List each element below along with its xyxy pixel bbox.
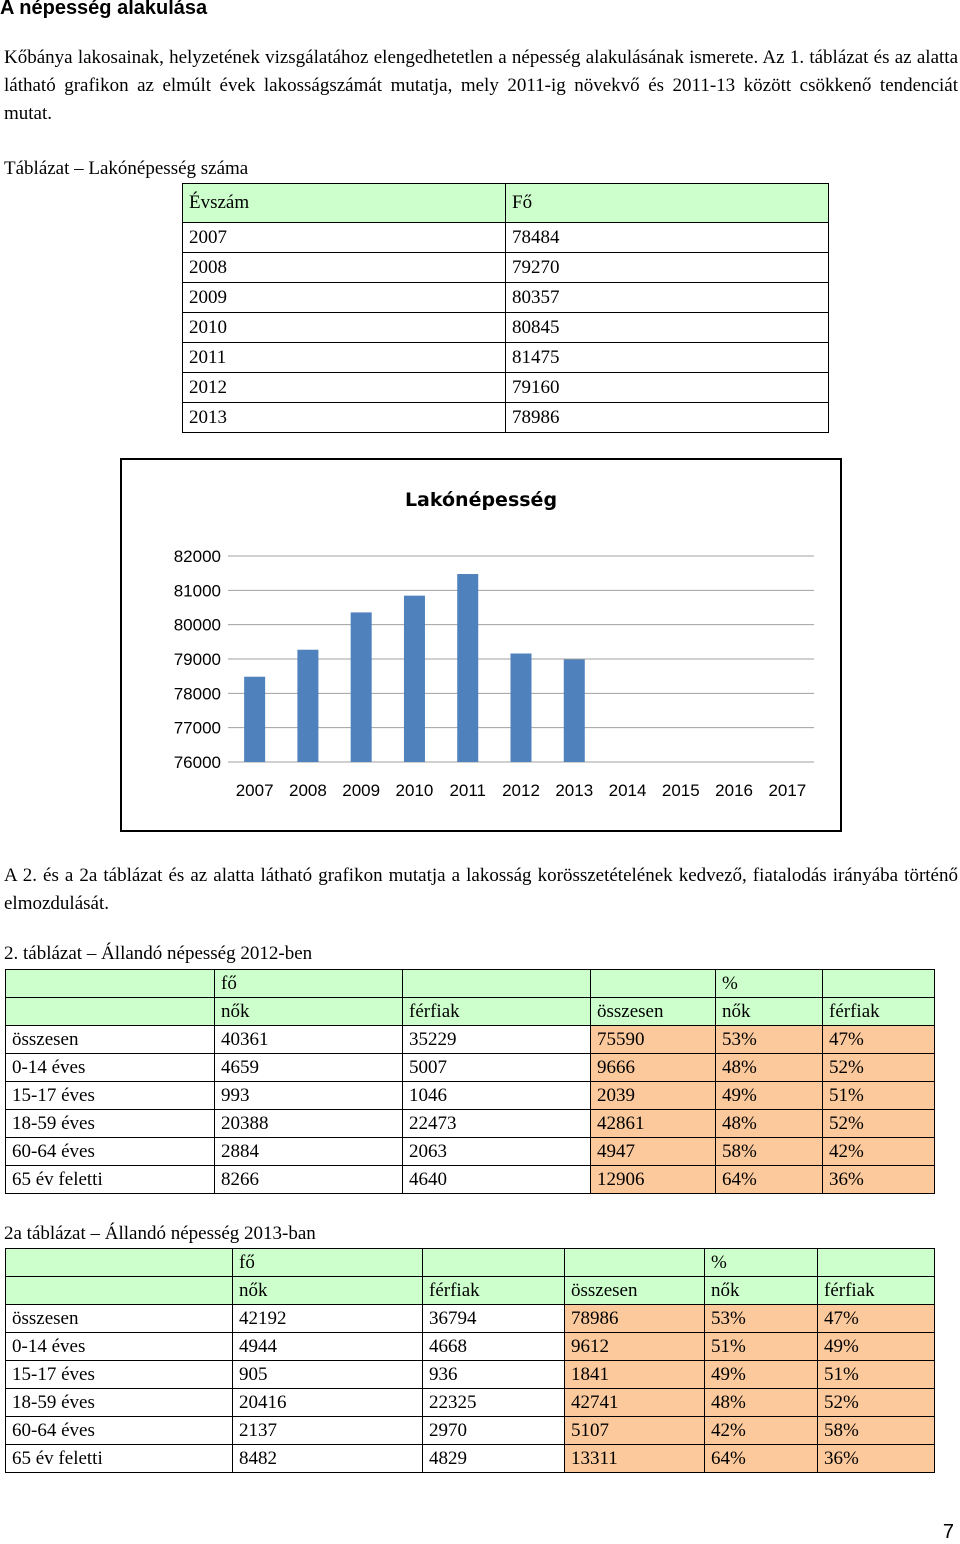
value-cell: 51%: [818, 1361, 935, 1389]
value-cell: 48%: [716, 1054, 823, 1082]
sub-header: férfiak: [423, 1277, 565, 1305]
sub-header: nők: [233, 1277, 423, 1305]
x-tick-label: 2008: [288, 781, 327, 800]
sub-header: nők: [215, 998, 403, 1026]
value-cell: 9612: [565, 1333, 705, 1361]
table-row: [6, 1138, 935, 1166]
year-cell: 2012: [183, 373, 506, 403]
table-row: [183, 373, 829, 403]
value-cell: 78986: [565, 1305, 705, 1333]
value-cell: 49%: [705, 1361, 818, 1389]
table-row: [6, 1417, 935, 1445]
age-group-cell: 0-14 éves: [6, 1333, 233, 1361]
value-cell: 58%: [818, 1417, 935, 1445]
bar: [511, 654, 532, 762]
sub-header: férfiak: [823, 998, 935, 1026]
value-cell: 2884: [215, 1138, 403, 1166]
value-cell: 49%: [818, 1333, 935, 1361]
group-header-percent: %: [716, 970, 823, 998]
age-group-cell: 15-17 éves: [6, 1361, 233, 1389]
count-cell: 79160: [506, 373, 829, 403]
value-cell: 20388: [215, 1110, 403, 1138]
group-header-percent: %: [705, 1249, 818, 1277]
count-cell: 78986: [506, 403, 829, 433]
y-tick-label: 79000: [173, 650, 221, 669]
table-row: [183, 343, 829, 373]
table-row: [6, 1361, 935, 1389]
value-cell: 52%: [823, 1054, 935, 1082]
value-cell: 12906: [591, 1166, 716, 1194]
age-table-2013: [5, 1248, 935, 1473]
sub-header: férfiak: [403, 998, 591, 1026]
middle-paragraph: A 2. és a 2a táblázat és az alatta látható grafikon mutatja a lakosság korösszetételének kedvező, fiatalodás irányába történő elmozdulását.: [4, 865, 958, 914]
table-row: [6, 1082, 935, 1110]
value-cell: 42741: [565, 1389, 705, 1417]
table-row: [6, 1305, 935, 1333]
table-row: [6, 1166, 935, 1194]
year-cell: 2007: [183, 223, 506, 253]
value-cell: 2063: [403, 1138, 591, 1166]
value-cell: 993: [215, 1082, 403, 1110]
value-cell: 5007: [403, 1054, 591, 1082]
x-tick-label: 2010: [395, 781, 434, 800]
value-cell: 1841: [565, 1361, 705, 1389]
table-row: [183, 313, 829, 343]
value-cell: 8266: [215, 1166, 403, 1194]
value-cell: 2039: [591, 1082, 716, 1110]
value-cell: 905: [233, 1361, 423, 1389]
value-cell: 4659: [215, 1054, 403, 1082]
y-tick-label: 82000: [173, 547, 221, 566]
value-cell: 2970: [423, 1417, 565, 1445]
group-header-count: fő: [233, 1249, 423, 1277]
value-cell: 52%: [823, 1110, 935, 1138]
value-cell: 75590: [591, 1026, 716, 1054]
count-cell: 81475: [506, 343, 829, 373]
sub-header: nők: [705, 1277, 818, 1305]
age-group-cell: 65 év feletti: [6, 1166, 215, 1194]
value-cell: 4640: [403, 1166, 591, 1194]
sub-header: összesen: [565, 1277, 705, 1305]
value-cell: 40361: [215, 1026, 403, 1054]
value-cell: 52%: [818, 1389, 935, 1417]
chart-title: Lakónépesség: [404, 489, 558, 511]
age-group-cell: összesen: [6, 1305, 233, 1333]
table2-body: [6, 1026, 935, 1194]
y-tick-label: 81000: [173, 581, 221, 601]
value-cell: 64%: [716, 1166, 823, 1194]
table-row: [183, 283, 829, 313]
age-group-cell: 18-59 éves: [6, 1110, 215, 1138]
section-heading: A népesség alakulása: [0, 0, 208, 19]
value-cell: 2137: [233, 1417, 423, 1445]
x-tick-label: 2012: [502, 781, 540, 800]
value-cell: 36%: [823, 1166, 935, 1194]
age-group-cell: 18-59 éves: [6, 1389, 233, 1417]
value-cell: 22325: [423, 1389, 565, 1417]
value-cell: 9666: [591, 1054, 716, 1082]
x-tick-label: 2011: [449, 781, 487, 800]
age-table-2012: [5, 969, 935, 1194]
value-cell: 20416: [233, 1389, 423, 1417]
x-tick-label: 2009: [342, 781, 381, 800]
bar: [457, 574, 478, 762]
x-tick-label: 2007: [235, 781, 274, 800]
value-cell: 4944: [233, 1333, 423, 1361]
age-group-cell: 60-64 éves: [6, 1417, 233, 1445]
population-chart: [120, 458, 842, 832]
table-row: [6, 1110, 935, 1138]
value-cell: 42%: [705, 1417, 818, 1445]
count-cell: 78484: [506, 223, 829, 253]
bar: [351, 612, 372, 762]
table2-caption: 2. táblázat – Állandó népesség 2012-ben: [4, 943, 313, 964]
year-cell: 2008: [183, 253, 506, 283]
bar: [297, 650, 318, 762]
year-cell: 2013: [183, 403, 506, 433]
value-cell: 4947: [591, 1138, 716, 1166]
x-tick-label: 2015: [661, 781, 700, 800]
count-cell: 80845: [506, 313, 829, 343]
table-header-row: [183, 184, 829, 223]
age-group-cell: 60-64 éves: [6, 1138, 215, 1166]
sub-header-row: [6, 998, 935, 1026]
value-cell: 936: [423, 1361, 565, 1389]
year-cell: 2010: [183, 313, 506, 343]
y-tick-label: 78000: [173, 684, 221, 704]
table-row: [6, 1054, 935, 1082]
value-cell: 49%: [716, 1082, 823, 1110]
table1-caption: Táblázat – Lakónépesség száma: [4, 158, 249, 179]
group-header-row: [6, 1249, 935, 1277]
age-group-cell: 65 év feletti: [6, 1445, 233, 1473]
age-group-cell: összesen: [6, 1026, 215, 1054]
x-tick-label: 2017: [768, 781, 807, 800]
y-tick-label: 76000: [173, 753, 221, 772]
group-header-count: fő: [215, 970, 403, 998]
bar: [564, 659, 585, 762]
value-cell: 51%: [823, 1082, 935, 1110]
value-cell: 36%: [818, 1445, 935, 1473]
intro-paragraph: Kőbánya lakosainak, helyzetének vizsgálatához elengedhetetlen a népesség alakulásának ismerete. Az 1. táblázat és az alatta látható grafikon az elmúlt évek lakosságszámát mutatja, mely 2011-ig növekvő és 2011-13 között csökkenő tendenciát mutat.: [4, 47, 958, 124]
bar: [244, 677, 265, 762]
group-header-row: [6, 970, 935, 998]
value-cell: 8482: [233, 1445, 423, 1473]
y-tick-label: 80000: [173, 615, 221, 635]
value-cell: 4668: [423, 1333, 565, 1361]
year-cell: 2009: [183, 283, 506, 313]
table-row: [6, 1389, 935, 1417]
value-cell: 53%: [705, 1305, 818, 1333]
page-number: 7: [942, 1521, 954, 1543]
table-row: [183, 223, 829, 253]
sub-header: nők: [716, 998, 823, 1026]
value-cell: 35229: [403, 1026, 591, 1054]
table-row: [183, 403, 829, 433]
count-cell: 79270: [506, 253, 829, 283]
value-cell: 58%: [716, 1138, 823, 1166]
age-group-cell: 15-17 éves: [6, 1082, 215, 1110]
bar: [404, 596, 425, 762]
table3-caption: 2a táblázat – Állandó népesség 2013-ban: [4, 1223, 316, 1244]
x-tick-label: 2013: [555, 781, 594, 800]
value-cell: 53%: [716, 1026, 823, 1054]
value-cell: 4829: [423, 1445, 565, 1473]
value-cell: 36794: [423, 1305, 565, 1333]
table-row: [6, 1333, 935, 1361]
x-tick-label: 2016: [715, 781, 754, 800]
x-tick-label: 2014: [608, 781, 647, 800]
value-cell: 48%: [705, 1389, 818, 1417]
table-row: [6, 1026, 935, 1054]
value-cell: 47%: [823, 1026, 935, 1054]
value-cell: 42861: [591, 1110, 716, 1138]
value-cell: 47%: [818, 1305, 935, 1333]
table-row: [183, 253, 829, 283]
table3-body: [6, 1305, 935, 1473]
sub-header-row: [6, 1277, 935, 1305]
chart-canvas: [122, 460, 840, 830]
value-cell: 13311: [565, 1445, 705, 1473]
year-cell: 2011: [183, 343, 506, 373]
value-cell: 51%: [705, 1333, 818, 1361]
count-cell: 80357: [506, 283, 829, 313]
sub-header: összesen: [591, 998, 716, 1026]
value-cell: 42192: [233, 1305, 423, 1333]
header-year: Évszám: [183, 184, 506, 223]
sub-header: férfiak: [818, 1277, 935, 1305]
value-cell: 42%: [823, 1138, 935, 1166]
age-group-cell: 0-14 éves: [6, 1054, 215, 1082]
header-count: Fő: [506, 184, 829, 223]
value-cell: 48%: [716, 1110, 823, 1138]
value-cell: 22473: [403, 1110, 591, 1138]
value-cell: 5107: [565, 1417, 705, 1445]
value-cell: 64%: [705, 1445, 818, 1473]
table-row: [6, 1445, 935, 1473]
y-tick-label: 77000: [173, 718, 221, 738]
population-table: [182, 183, 829, 433]
value-cell: 1046: [403, 1082, 591, 1110]
